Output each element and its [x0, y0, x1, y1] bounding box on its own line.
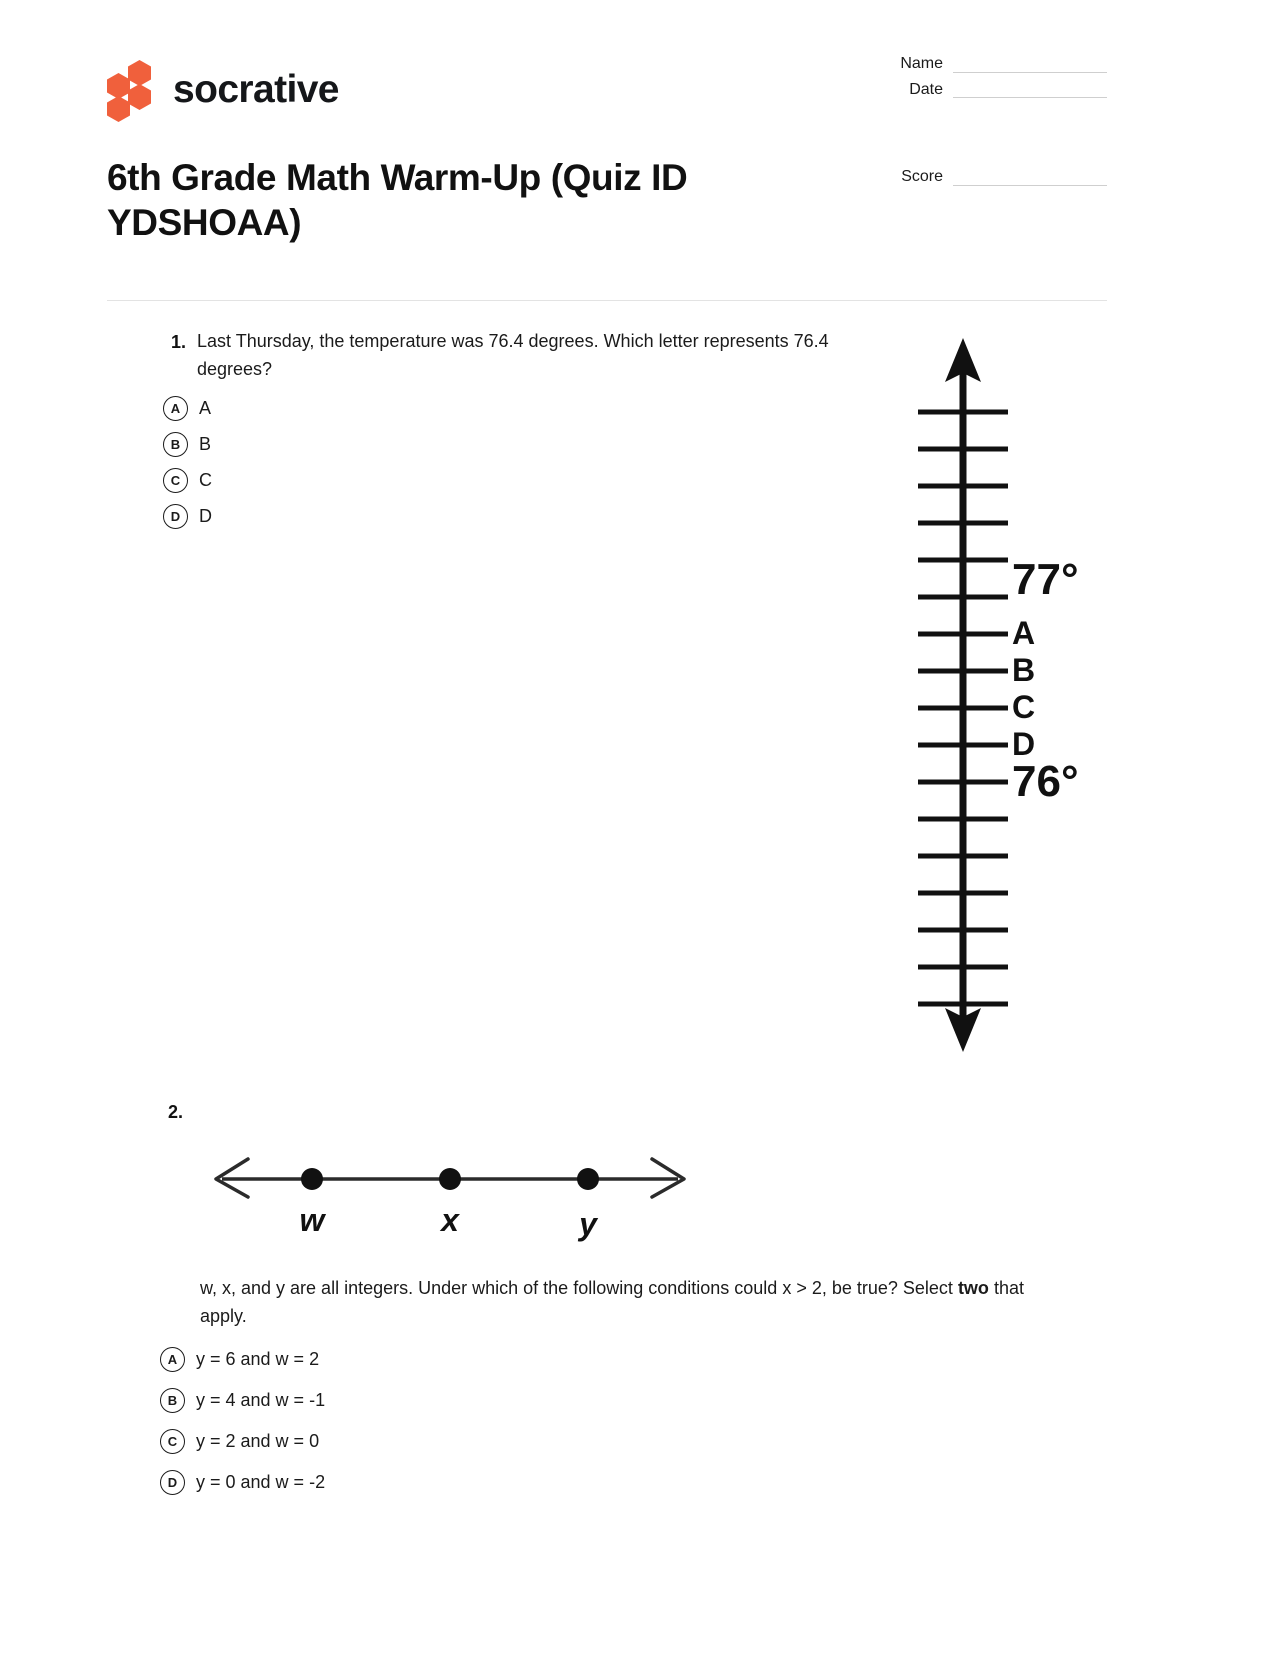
choice-bubble-a[interactable]: A — [163, 396, 188, 421]
choice-label-c: y = 2 and w = 0 — [196, 1431, 320, 1452]
choice-label-c: C — [199, 470, 212, 491]
numberline-svg — [200, 1131, 700, 1246]
choice-label-d: D — [199, 506, 212, 527]
point-y-dot — [577, 1168, 599, 1190]
question-2-text — [200, 1275, 1060, 1331]
student-info-fields — [867, 55, 1107, 194]
name-field-input[interactable] — [953, 56, 1107, 73]
page-header — [107, 55, 1107, 300]
point-x-dot — [439, 1168, 461, 1190]
date-field-input[interactable] — [953, 81, 1107, 98]
choice-bubble-c[interactable]: C — [163, 468, 188, 493]
choice-bubble-a[interactable]: A — [160, 1347, 185, 1372]
hexagon-shape — [107, 96, 130, 122]
thermo-label-a: A — [1012, 615, 1036, 651]
thermo-label-d: D — [1012, 726, 1036, 762]
question-1-prompt — [163, 328, 863, 384]
choice-label-d: y = 0 and w = -2 — [196, 1472, 326, 1493]
numberline-figure — [200, 1131, 720, 1251]
header-divider — [107, 300, 1107, 301]
hexagon-logo-icon — [107, 60, 159, 122]
question-2 — [160, 1098, 1060, 1511]
name-field-row — [867, 55, 1107, 73]
choice-bubble-d[interactable]: D — [163, 504, 188, 529]
choice-bubble-b[interactable]: B — [160, 1388, 185, 1413]
point-label-w: w — [299, 1201, 325, 1238]
point-w-dot — [301, 1168, 323, 1190]
question-2-text-prefix: w, x, and y are all integers. Under which of the following conditions could x > 2, be true? Select — [200, 1277, 958, 1298]
hexagon-shape — [128, 84, 151, 110]
choice-b[interactable] — [160, 1388, 1060, 1413]
score-field-input[interactable] — [953, 169, 1107, 186]
question-1 — [163, 328, 863, 541]
choice-a[interactable] — [160, 1347, 1060, 1372]
hexagon-shape — [128, 60, 151, 86]
choice-c[interactable] — [163, 468, 863, 493]
choice-bubble-b[interactable]: B — [163, 432, 188, 457]
question-2-emphasis: two — [957, 1277, 989, 1298]
thermo-label-b: B — [1012, 652, 1036, 688]
choice-a[interactable] — [163, 396, 863, 421]
point-label-x: x — [441, 1201, 459, 1238]
choice-label-a: A — [199, 397, 212, 418]
question-1-text: Last Thursday, the temperature was 76.4 degrees. Which letter represents 76.4 degrees? — [197, 331, 829, 379]
thermo-label-76: 76° — [1012, 757, 1079, 806]
question-1-number: 1. — [170, 332, 186, 352]
choice-label-b: B — [199, 433, 212, 454]
choice-d[interactable] — [160, 1470, 1060, 1495]
score-field-label: Score — [901, 168, 943, 186]
page-title: 6th Grade Math Warm-Up (Quiz ID YDSHOAA) — [107, 157, 688, 244]
choice-label-b: y = 4 and w = -1 — [196, 1389, 326, 1410]
choice-c[interactable] — [160, 1429, 1060, 1454]
name-field-label: Name — [900, 55, 943, 72]
date-field-label: Date — [909, 80, 943, 98]
choice-b[interactable] — [163, 432, 863, 457]
question-2-choices — [160, 1347, 1060, 1496]
question-2-text-suffix: that apply. — [200, 1277, 1024, 1326]
question-2-number: 2. — [167, 1102, 183, 1122]
point-label-y: y — [579, 1205, 597, 1242]
brand-name: socrative — [173, 68, 339, 111]
question-2-prompt — [160, 1098, 1060, 1127]
choice-d[interactable] — [163, 504, 863, 529]
thermometer-figure — [900, 330, 1130, 1060]
thermometer-svg — [900, 330, 1130, 1060]
date-field-row — [867, 81, 1107, 99]
thermo-label-c: C — [1012, 689, 1036, 725]
socrative-logo — [107, 60, 339, 122]
score-field-row — [867, 168, 1107, 186]
choice-bubble-d[interactable]: D — [160, 1470, 185, 1495]
choice-label-a: y = 6 and w = 2 — [196, 1348, 320, 1369]
choice-bubble-c[interactable]: C — [160, 1429, 185, 1454]
question-1-choices — [163, 396, 863, 530]
hexagon-shape — [107, 73, 130, 99]
thermo-label-77: 77° — [1012, 555, 1079, 604]
